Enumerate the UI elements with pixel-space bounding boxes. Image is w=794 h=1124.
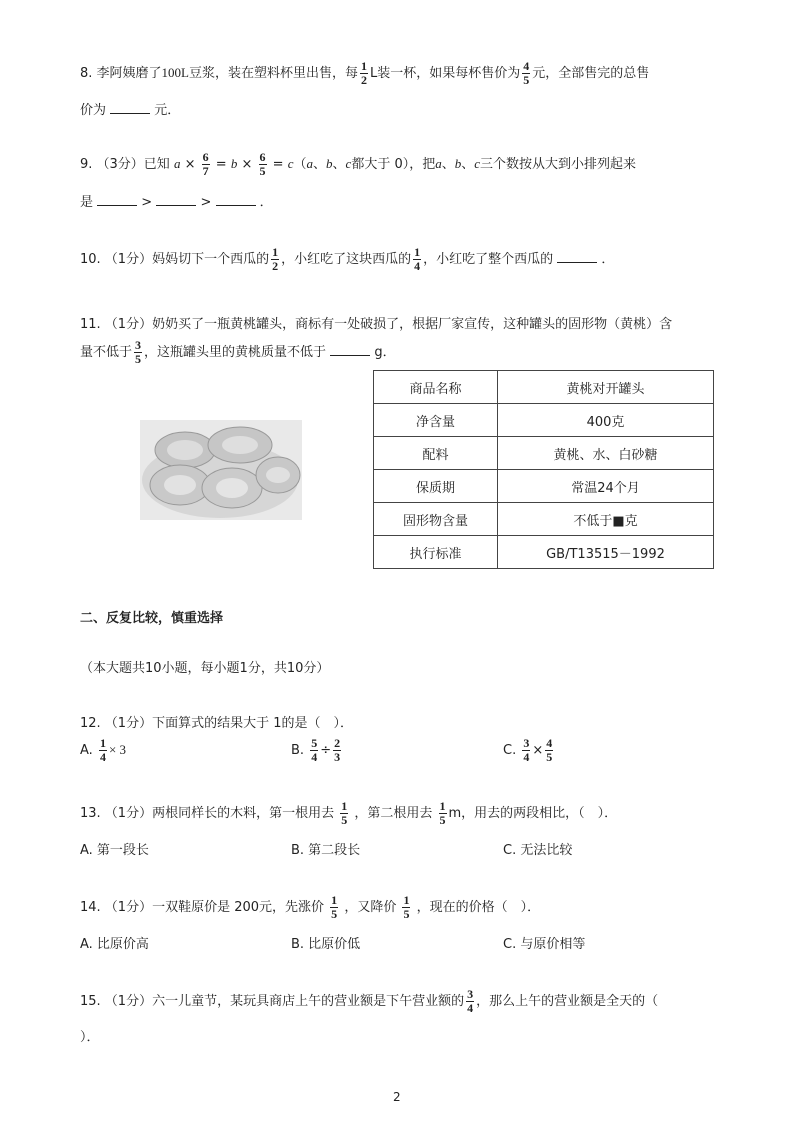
fraction [134, 339, 142, 366]
fraction [522, 60, 530, 87]
denominator: 5 [341, 813, 348, 827]
question-13-stem [80, 800, 617, 827]
denominator: 4 [414, 259, 421, 273]
q8-text: 8. 李阿姨磨了 [80, 66, 162, 81]
var-a: a [173, 156, 181, 171]
denominator: 7 [202, 164, 209, 178]
section-title: 二、反复比较，慎重选择 [80, 611, 224, 626]
fraction [439, 800, 447, 827]
fraction [333, 737, 341, 764]
section-note: （本大题共10小题，每小题1分，共10分） [80, 661, 330, 676]
q14-option-c[interactable]: C. 与原价相等 [503, 937, 586, 952]
fraction [466, 988, 474, 1015]
question-15-line2: ）． [80, 1030, 100, 1045]
q10-text: ，小红吃了这块西瓜的 [281, 252, 412, 267]
q10-text: ． [601, 252, 615, 267]
answer-blank[interactable] [330, 343, 370, 356]
fraction [99, 737, 107, 764]
table-cell: 保质期 [374, 470, 498, 503]
q9-text: （ [293, 157, 307, 172]
q8-text: 元，全部售完的总售 [532, 66, 650, 81]
greater-than: > [141, 195, 153, 210]
numerator: 1 [414, 245, 421, 259]
product-spec-table [373, 370, 714, 569]
numerator: 3 [523, 736, 530, 750]
table-cell: 净含量 [374, 404, 498, 437]
fraction [259, 151, 267, 178]
q15-text: ，那么上午的营业额是全天的（ [476, 994, 659, 1009]
q13-text: ，第二根用去 [354, 806, 433, 821]
q11-text: ，这瓶罐头里的黄桃质量不低于 [144, 345, 327, 360]
var-a: a [435, 156, 442, 171]
denominator: 5 [259, 164, 266, 178]
numerator: 1 [331, 893, 338, 907]
q13-option-b[interactable]: B. 第二段长 [291, 843, 361, 858]
q8-text: 价为 [80, 103, 107, 118]
table-row [374, 437, 714, 470]
var-a: a [306, 156, 313, 171]
divide-sign: ÷ [320, 743, 332, 758]
question-14-stem [80, 894, 540, 921]
table-row [374, 404, 714, 437]
q11-text: 量不低于 [80, 345, 133, 360]
peach-photo [140, 420, 302, 520]
var-c: c [474, 156, 481, 171]
denominator: 5 [439, 813, 446, 827]
times-sign: × [184, 157, 196, 172]
numerator: 6 [259, 150, 266, 164]
table-cell: 400克 [498, 404, 714, 437]
fraction [360, 60, 368, 87]
equals-sign: = [272, 157, 284, 172]
fraction [545, 737, 553, 764]
q14-text: ，又降价 [344, 900, 397, 915]
numerator: 3 [467, 987, 474, 1001]
table-row [374, 503, 714, 536]
q12-option-a[interactable] [80, 737, 126, 764]
denominator: 4 [467, 1001, 474, 1015]
q9-text: 、 [441, 157, 455, 172]
q9-text: 是 [80, 195, 94, 210]
q8-text: L装一杯，如果每杯售价为 [370, 66, 521, 81]
answer-blank[interactable] [216, 193, 256, 206]
q9-text: 三个数按从大到小排列起来 [480, 157, 637, 172]
times-sign: × [532, 743, 544, 758]
fraction [202, 151, 210, 178]
denominator: 4 [311, 750, 318, 764]
denominator: 5 [135, 352, 142, 366]
answer-blank[interactable] [110, 101, 150, 114]
q13-option-c[interactable]: C. 无法比较 [503, 843, 573, 858]
numerator: 2 [334, 736, 341, 750]
table-cell: 不低于■克 [498, 503, 714, 536]
table-cell: 黄桃对开罐头 [498, 371, 714, 404]
var-c: c [345, 156, 352, 171]
fraction [271, 246, 279, 273]
table-row [374, 536, 714, 569]
q9-text: 、 [313, 157, 327, 172]
q14-text: 14. （1分）一双鞋原价是 200元，先涨价 [80, 900, 325, 915]
fraction [310, 737, 318, 764]
numerator: 6 [202, 150, 209, 164]
q10-text: 10. （1分）妈妈切下一个西瓜的 [80, 252, 270, 267]
question-15-line1 [80, 988, 658, 1015]
option-text: × 3 [108, 742, 127, 757]
var-b: b [326, 156, 333, 171]
question-8-line2 [80, 99, 180, 118]
numerator: 1 [341, 799, 348, 813]
numerator: 1 [403, 893, 410, 907]
q12-option-b[interactable] [291, 737, 343, 764]
q11-text: 11. （1分）奶奶买了一瓶黄桃罐头，商标有一处破损了，根据厂家宣传，这种罐头的固形物（黄桃）含 [80, 317, 673, 332]
question-9-line2 [80, 191, 273, 210]
denominator: 5 [331, 907, 338, 921]
answer-blank[interactable] [97, 193, 137, 206]
equals-sign: = [215, 157, 227, 172]
answer-blank[interactable] [557, 250, 597, 263]
table-cell: 固形物含量 [374, 503, 498, 536]
q8-text: 豆浆，装在塑料杯里出售，每 [189, 66, 359, 81]
denominator: 5 [523, 73, 530, 87]
fraction [402, 894, 410, 921]
var-b: b [454, 156, 462, 171]
option-label: C. [503, 743, 517, 758]
q9-text: 、 [332, 157, 346, 172]
table-cell: 常温24个月 [498, 470, 714, 503]
question-10 [80, 246, 614, 273]
var-b: b [230, 156, 238, 171]
fraction [340, 800, 348, 827]
q9-text: 、 [461, 157, 475, 172]
greater-than: > [200, 195, 212, 210]
fraction [330, 894, 338, 921]
q9-text: ． [259, 195, 273, 210]
page-number: 2 [393, 1090, 401, 1104]
numerator: 4 [546, 736, 553, 750]
option-label: B. [291, 743, 305, 758]
q11-text: g． [374, 345, 396, 360]
question-8-line1 [80, 60, 649, 87]
denominator: 4 [99, 750, 106, 764]
q14-option-a[interactable]: A. 比原价高 [80, 937, 149, 952]
times-sign: × [241, 157, 253, 172]
numerator: 5 [311, 736, 318, 750]
q8-amount: 100L [161, 65, 189, 80]
denominator: 2 [361, 73, 368, 87]
table-row [374, 371, 714, 404]
question-12-stem: 12. （1分）下面算式的结果大于 1的是（ ）． [80, 716, 353, 731]
option-label: A. [80, 743, 93, 758]
table-cell: 配料 [374, 437, 498, 470]
q13-option-a[interactable]: A. 第一段长 [80, 843, 149, 858]
denominator: 4 [523, 750, 530, 764]
q9-text: 9. （3分）已知 [80, 157, 170, 172]
table-cell: 商品名称 [374, 371, 498, 404]
fraction [522, 737, 530, 764]
denominator: 5 [403, 907, 410, 921]
table-cell: 黄桃、水、白砂糖 [498, 437, 714, 470]
q10-text: ，小红吃了整个西瓜的 [423, 252, 554, 267]
numerator: 1 [361, 59, 368, 73]
question-9-line1 [80, 151, 636, 178]
q12-option-c[interactable] [503, 737, 555, 764]
numerator: 4 [523, 59, 530, 73]
q9-text: 都大于 0），把 [351, 157, 436, 172]
table-cell: GB/T13515－1992 [498, 536, 714, 569]
question-11-line1 [80, 313, 672, 332]
table-cell: 执行标准 [374, 536, 498, 569]
numerator: 1 [439, 799, 446, 813]
numerator: 3 [135, 338, 142, 352]
q13-text: 13. （1分）两根同样长的木料，第一根用去 [80, 806, 335, 821]
denominator: 2 [272, 259, 279, 273]
denominator: 3 [334, 750, 341, 764]
fraction [413, 246, 421, 273]
numerator: 1 [99, 736, 106, 750]
table-row [374, 470, 714, 503]
peach-illustration [140, 420, 302, 520]
question-11-line2 [80, 339, 396, 366]
numerator: 1 [272, 245, 279, 259]
var-c: c [287, 156, 294, 171]
q14-text: ，现在的价格（ ）． [416, 900, 541, 915]
answer-blank[interactable] [156, 193, 196, 206]
q13-text: m，用去的两段相比，（ ）． [448, 806, 618, 821]
denominator: 5 [546, 750, 553, 764]
q8-text: 元． [154, 103, 181, 118]
q14-option-b[interactable]: B. 比原价低 [291, 937, 361, 952]
q15-text: 15. （1分）六一儿童节，某玩具商店上午的营业额是下午营业额的 [80, 994, 465, 1009]
